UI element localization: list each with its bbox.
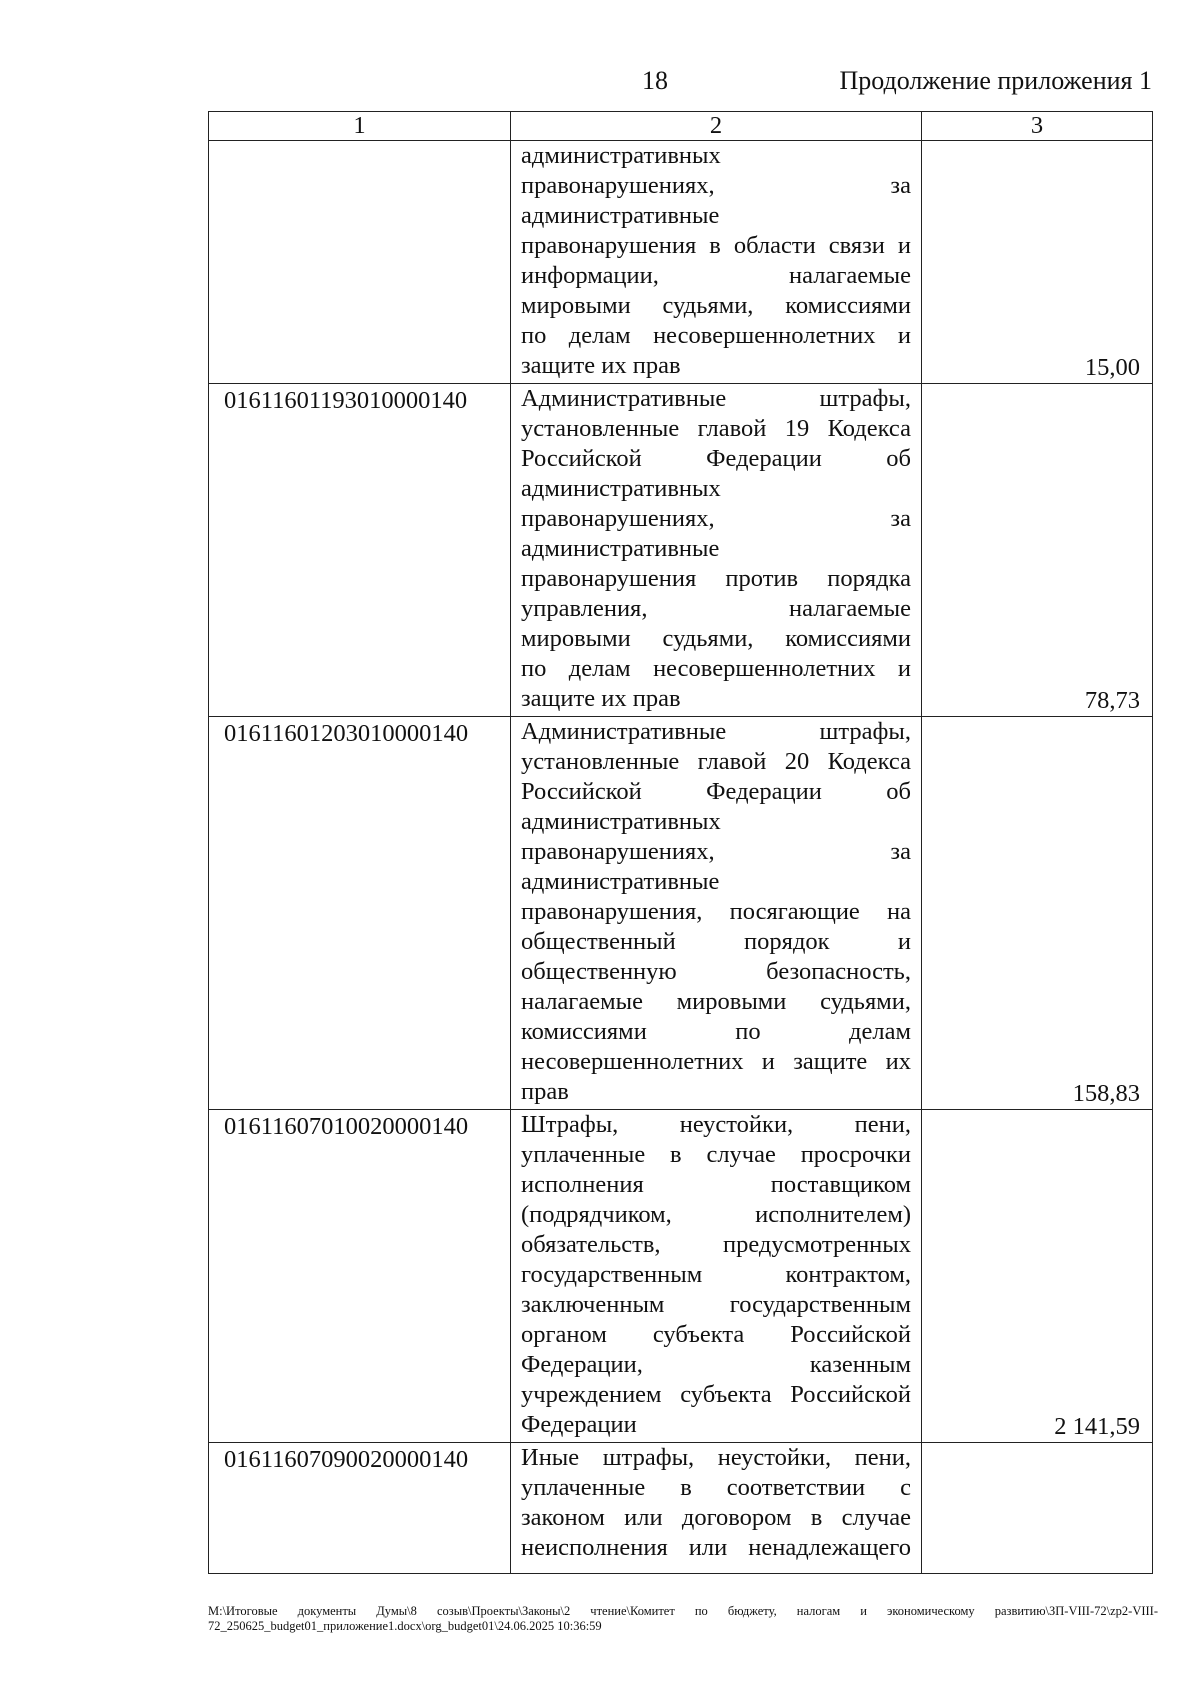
description-line: административных xyxy=(521,475,721,502)
row-description xyxy=(511,717,922,1110)
description-line: мировыми судьями, комиссиями xyxy=(521,625,911,652)
description-line: Российской Федерации об xyxy=(521,778,911,805)
table-row xyxy=(209,1110,1153,1443)
description-line: административных xyxy=(521,142,721,169)
row-amount: 78,73 xyxy=(922,384,1153,717)
description-line: правонарушения против порядка xyxy=(521,565,911,592)
table-row xyxy=(209,141,1153,384)
description-line: Административные штрафы, xyxy=(521,385,911,412)
row-amount: 158,83 xyxy=(922,717,1153,1110)
page-number: 18 xyxy=(642,66,668,95)
table-row xyxy=(209,717,1153,1110)
row-code: 01611607010020000140 xyxy=(209,1110,511,1443)
row-amount: 2 141,59 xyxy=(922,1110,1153,1443)
description-line: налагаемые мировыми судьями, xyxy=(521,988,911,1015)
budget-table xyxy=(208,111,1153,1574)
description-line: органом субъекта Российской xyxy=(521,1321,911,1348)
description-line: Российской Федерации об xyxy=(521,445,911,472)
description-line: Федерации xyxy=(521,1411,637,1438)
description-line: неисполнения или ненадлежащего xyxy=(521,1534,911,1561)
description-line: Административные штрафы, xyxy=(521,718,911,745)
row-description xyxy=(511,1110,922,1443)
row-amount: 15,00 xyxy=(922,141,1153,384)
description-line: мировыми судьями, комиссиями xyxy=(521,292,911,319)
row-code xyxy=(209,141,511,384)
column-header-1: 1 xyxy=(209,112,511,141)
description-line: уплаченные в соответствии с xyxy=(521,1474,911,1501)
description-line: исполнения поставщиком xyxy=(521,1171,911,1198)
column-header-3: 3 xyxy=(922,112,1153,141)
column-header-2: 2 xyxy=(511,112,922,141)
description-line: уплаченные в случае просрочки xyxy=(521,1141,911,1168)
description-line: Федерации, казенным xyxy=(521,1351,911,1378)
description-line: по делам несовершеннолетних и xyxy=(521,322,911,349)
description-line: заключенным государственным xyxy=(521,1291,911,1318)
description-line: правонарушениях, за xyxy=(521,838,911,865)
description-line: информации, налагаемые xyxy=(521,262,911,289)
continuation-label: Продолжение приложения 1 xyxy=(839,66,1152,95)
description-line: административных xyxy=(521,808,721,835)
description-line: законом или договором в случае xyxy=(521,1504,911,1531)
description-line: комиссиями по делам xyxy=(521,1018,911,1045)
description-line: установленные главой 20 Кодекса xyxy=(521,748,911,775)
table-row xyxy=(209,1443,1153,1574)
description-line: государственным контрактом, xyxy=(521,1261,911,1288)
description-line: управления, налагаемые xyxy=(521,595,911,622)
document-footer-path: М:\Итоговые документы Думы\8 созыв\Проекты\Законы\2 чтение\Комитет по бюджету, налогам и экономическому развитию\ЗП-VIII-72\zp2-VIII-72_250625_budget01_приложение1.docx\org_budget01\24.06.2025 10:36:59 xyxy=(208,1604,1158,1633)
row-code: 01611607090020000140 xyxy=(209,1443,511,1574)
description-line: правонарушения в области связи и xyxy=(521,232,911,259)
description-line: установленные главой 19 Кодекса xyxy=(521,415,911,442)
description-line: административные xyxy=(521,535,720,562)
description-line: административные xyxy=(521,202,720,229)
description-line: по делам несовершеннолетних и xyxy=(521,655,911,682)
description-line: (подрядчиком, исполнителем) xyxy=(521,1201,911,1228)
table-row xyxy=(209,384,1153,717)
description-line: правонарушениях, за xyxy=(521,505,911,532)
description-line: защите их прав xyxy=(521,352,681,379)
row-code: 01611601193010000140 xyxy=(209,384,511,717)
description-line: защите их прав xyxy=(521,685,681,712)
description-line: правонарушения, посягающие на xyxy=(521,898,911,925)
row-description xyxy=(511,141,922,384)
description-line: правонарушениях, за xyxy=(521,172,911,199)
description-line: прав xyxy=(521,1078,569,1105)
description-line: Иные штрафы, неустойки, пени, xyxy=(521,1444,911,1471)
row-code: 01611601203010000140 xyxy=(209,717,511,1110)
table-header-row xyxy=(209,112,1153,141)
description-line: административные xyxy=(521,868,720,895)
row-description xyxy=(511,384,922,717)
description-line: несовершеннолетних и защите их xyxy=(521,1048,911,1075)
description-line: обязательств, предусмотренных xyxy=(521,1231,911,1258)
description-line: Штрафы, неустойки, пени, xyxy=(521,1111,911,1138)
row-description xyxy=(511,1443,922,1574)
description-line: учреждением субъекта Российской xyxy=(521,1381,911,1408)
description-line: общественную безопасность, xyxy=(521,958,911,985)
description-line: общественный порядок и xyxy=(521,928,911,955)
row-amount xyxy=(922,1443,1153,1574)
